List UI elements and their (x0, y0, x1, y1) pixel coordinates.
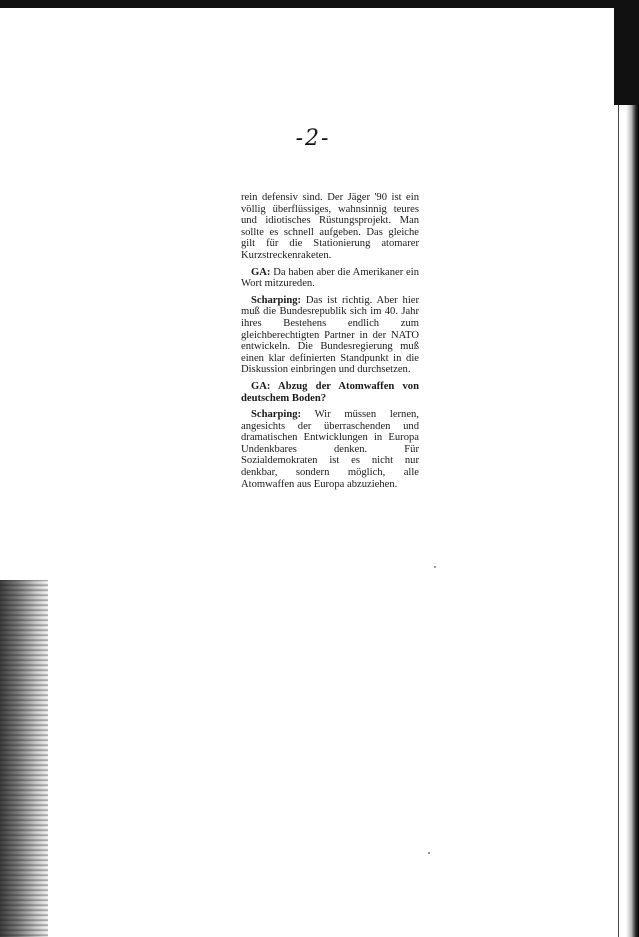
paragraph-text: Da haben aber die Amerikaner ein Wort mitzureden. (241, 266, 419, 290)
article-paragraph-3 (241, 295, 419, 376)
question-label: GA: Abzug der Atomwaffen von deutschem Boden? (241, 380, 419, 404)
scan-right-edge-line (618, 105, 619, 937)
page-number: -2- (295, 126, 331, 151)
scan-right-edge (626, 105, 639, 937)
article-paragraph-2 (241, 267, 419, 290)
speaker-label: Scharping: (251, 294, 302, 306)
article-paragraph-1: rein defensiv sind. Der Jäger '90 ist ein völlig überflüssiges, wahnsinnig teures und idiotisches Rüstungsprojekt. Man sollte es schnell aufgeben. Das gleiche gilt für die Stationierung atomarer Kurzstreckenraketen. (241, 192, 419, 261)
speaker-label: GA: (251, 266, 271, 278)
article-paragraph-5 (241, 409, 419, 490)
scan-top-border (0, 0, 639, 8)
paragraph-text: Das ist richtig. Aber hier muß die Bundesrepublik sich im 40. Jahr ihres Bestehens endlich zum gleichberechtigten Partner in der NATO entwickeln. Die Bundesregierung muß einen klar definierten Standpunkt in die Diskussion einbringen und durchsetzen. (241, 294, 419, 376)
scan-speck (428, 852, 430, 854)
paragraph-text: Wir müssen lernen, angesichts der überraschenden und dramatischen Entwicklungen in Europa Undenkbares denken. Für Sozialdemokraten ist es nicht nur denkbar, sondern möglich, alle Atomwaffen aus Europa abzuziehen. (241, 409, 419, 490)
article-paragraph-4 (241, 381, 419, 404)
article-column (241, 192, 419, 495)
scan-speck (434, 566, 436, 568)
scan-top-right-shadow (614, 0, 639, 105)
scan-left-edge (0, 580, 48, 937)
speaker-label: Scharping: (251, 409, 302, 421)
